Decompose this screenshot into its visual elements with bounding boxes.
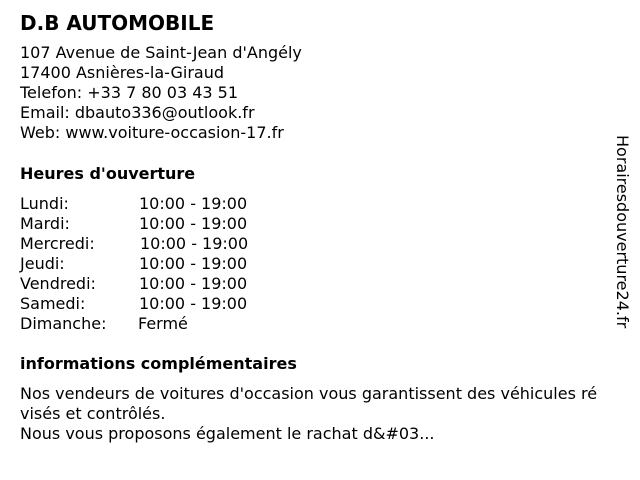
time-value: 10:00 - 19:00	[139, 274, 248, 293]
info-paragraph-1: Nos vendeurs de voitures d'occasion vous garantissent des véhicules révisés et contrôlés.	[20, 384, 598, 423]
day-label: Jeudi:	[20, 254, 65, 273]
hours-heading: Heures d'ouverture	[20, 164, 196, 183]
site-watermark: Horairesdouverture24.fr	[613, 135, 632, 329]
day-label: Dimanche:	[20, 314, 107, 333]
day-label: Mardi:	[20, 214, 70, 233]
address-line-2: 17400 Asnières-la-Giraud	[20, 63, 225, 82]
day-label: Vendredi:	[20, 274, 96, 293]
time-value: 10:00 - 19:00	[139, 254, 248, 273]
day-label: Lundi:	[20, 194, 69, 213]
business-name: D.B AUTOMOBILE	[20, 11, 215, 35]
day-label: Mercredi:	[20, 234, 95, 253]
phone-text: Telefon: +33 7 80 03 43 51	[20, 83, 239, 102]
info-paragraph-2: Nous vous proposons également le rachat d&#03...	[20, 424, 435, 443]
time-value: 10:00 - 19:00	[139, 294, 248, 313]
web-text: Web: www.voiture-occasion-17.fr	[20, 123, 284, 142]
time-value: 10:00 - 19:00	[139, 214, 248, 233]
time-value: Fermé	[138, 314, 188, 333]
info-heading: informations complémentaires	[20, 354, 297, 373]
email-text: Email: dbauto336@outlook.fr	[20, 103, 255, 122]
contact-block	[20, 43, 302, 143]
info-text-block	[20, 384, 605, 444]
time-value: 10:00 - 19:00	[140, 234, 249, 253]
day-label: Samedi:	[20, 294, 86, 313]
address-line-1: 107 Avenue de Saint-Jean d'Angély	[20, 43, 302, 62]
time-value: 10:00 - 19:00	[139, 194, 248, 213]
